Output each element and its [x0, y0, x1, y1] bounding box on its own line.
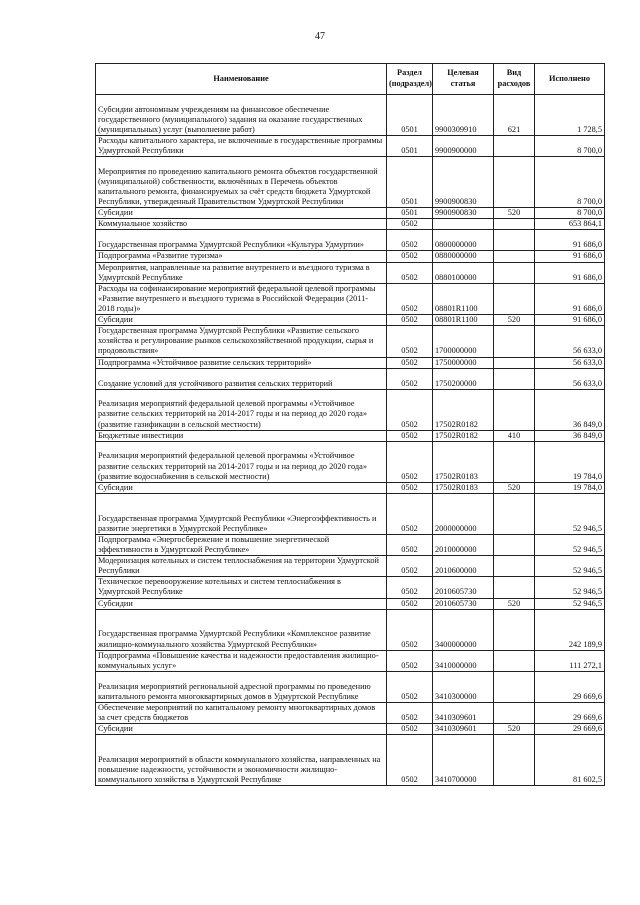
row-name: Реализация мероприятий региональной адресной программы по проведению капитального ремонта многоквартирных домов в Удмуртской Республике — [96, 671, 387, 702]
row-name: Субсидии — [96, 724, 387, 735]
row-kind — [494, 389, 535, 430]
row-kind: 520 — [494, 208, 535, 219]
row-kind — [494, 262, 535, 283]
row-section: 0502 — [387, 724, 433, 735]
row-name: Обеспечение мероприятий по капитальному ремонту многоквартирных домов за счет средств бюджетов — [96, 702, 387, 723]
row-kind — [494, 157, 535, 208]
row-name: Техническое перевооружение котельных и систем теплоснабжения в Удмуртской Республике — [96, 577, 387, 598]
row-section: 0502 — [387, 389, 433, 430]
row-name: Реализация мероприятий в области коммунального хозяйства, направленных на повышение надежности, устойчивости и экономичности жилищно-коммунального хозяйства в Удмуртской Республике — [96, 735, 387, 786]
row-executed: 19 784,0 — [535, 482, 605, 493]
row-section: 0502 — [387, 251, 433, 262]
table-row — [96, 95, 605, 136]
row-name: Реализация мероприятий федеральной целевой программы «Устойчивое развитие сельских территорий на 2014-2017 годы и на период до 2020 года» (развитие газификации в сельской местности) — [96, 389, 387, 430]
row-name: Расходы на софинансирование мероприятий федеральной целевой программы «Развитие внутреннего и въездного туризма в Российской Федерации (2011-2018 годы)» — [96, 283, 387, 314]
table-row — [96, 315, 605, 326]
row-executed: 52 946,5 — [535, 493, 605, 534]
row-section: 0502 — [387, 577, 433, 598]
table-header-row — [96, 64, 605, 95]
row-article: 2000000000 — [433, 493, 494, 534]
page-number: 47 — [315, 31, 325, 42]
table-row — [96, 609, 605, 650]
row-kind: 621 — [494, 95, 535, 136]
row-name: Подпрограмма «Энергосбережение и повышение энергетической эффективности в Удмуртской Республике» — [96, 534, 387, 555]
row-section: 0502 — [387, 219, 433, 230]
row-executed: 242 189,9 — [535, 609, 605, 650]
row-article: 08801R1100 — [433, 315, 494, 326]
table-row — [96, 534, 605, 555]
row-executed: 91 686,0 — [535, 315, 605, 326]
row-name: Субсидии — [96, 598, 387, 609]
row-article: 3410700000 — [433, 735, 494, 786]
row-article: 0880000000 — [433, 251, 494, 262]
row-executed: 36 849,0 — [535, 389, 605, 430]
row-kind — [494, 650, 535, 671]
row-executed: 8 700,0 — [535, 136, 605, 157]
row-article: 17502R0182 — [433, 430, 494, 441]
row-article: 17502R0183 — [433, 441, 494, 482]
row-name: Субсидии автономным учреждениям на финансовое обеспечение государственного (муниципального) задания на оказание государственных (муниципальных) услуг (выполнение работ) — [96, 95, 387, 136]
row-article: 3410309601 — [433, 724, 494, 735]
table-row — [96, 650, 605, 671]
row-section: 0501 — [387, 208, 433, 219]
table-row — [96, 326, 605, 357]
row-section: 0501 — [387, 95, 433, 136]
row-section: 0502 — [387, 556, 433, 577]
table-row — [96, 357, 605, 368]
row-executed: 653 864,1 — [535, 219, 605, 230]
row-section: 0501 — [387, 157, 433, 208]
row-section: 0502 — [387, 441, 433, 482]
row-executed: 19 784,0 — [535, 441, 605, 482]
row-kind — [494, 326, 535, 357]
table-row — [96, 493, 605, 534]
row-section: 0502 — [387, 357, 433, 368]
row-name: Субсидии — [96, 208, 387, 219]
row-article: 9900309910 — [433, 95, 494, 136]
row-executed: 29 669,6 — [535, 724, 605, 735]
row-name: Государственная программа Удмуртской Республики «Энергоэффективность и развитие энергетики в Удмуртской Республике» — [96, 493, 387, 534]
row-kind — [494, 230, 535, 251]
row-section: 0502 — [387, 735, 433, 786]
table-row — [96, 556, 605, 577]
row-section: 0502 — [387, 598, 433, 609]
row-kind: 410 — [494, 430, 535, 441]
row-executed: 91 686,0 — [535, 251, 605, 262]
row-executed: 8 700,0 — [535, 208, 605, 219]
row-name: Государственная программа Удмуртской Республики «Комплексное развитие жилищно-коммунального хозяйства Удмуртской Республики» — [96, 609, 387, 650]
table-row — [96, 482, 605, 493]
row-kind — [494, 283, 535, 314]
table-row — [96, 368, 605, 389]
row-section: 0502 — [387, 650, 433, 671]
row-executed: 29 669,6 — [535, 702, 605, 723]
row-name: Создание условий для устойчивого развития сельских территорий — [96, 368, 387, 389]
row-section: 0502 — [387, 283, 433, 314]
table-row — [96, 735, 605, 786]
row-kind — [494, 556, 535, 577]
table-row — [96, 230, 605, 251]
row-executed: 56 633,0 — [535, 326, 605, 357]
table-row — [96, 598, 605, 609]
row-article: 1750000000 — [433, 357, 494, 368]
row-section: 0502 — [387, 262, 433, 283]
row-kind: 520 — [494, 482, 535, 493]
row-name: Государственная программа Удмуртской Республики «Культура Удмуртии» — [96, 230, 387, 251]
row-article: 1700000000 — [433, 326, 494, 357]
row-executed: 52 946,5 — [535, 598, 605, 609]
row-name: Бюджетные инвестиции — [96, 430, 387, 441]
row-article — [433, 219, 494, 230]
row-article: 3410309601 — [433, 702, 494, 723]
table-row — [96, 671, 605, 702]
row-executed: 91 686,0 — [535, 262, 605, 283]
row-section: 0502 — [387, 430, 433, 441]
header-section: Раздел (подраздел) — [387, 64, 433, 95]
row-kind — [494, 368, 535, 389]
row-article: 0800000000 — [433, 230, 494, 251]
row-name: Расходы капитального характера, не включенные в государственные программы Удмуртской Республики — [96, 136, 387, 157]
row-executed: 91 686,0 — [535, 230, 605, 251]
row-section: 0502 — [387, 230, 433, 251]
row-article: 9900900000 — [433, 136, 494, 157]
row-name: Мероприятия, направленные на развитие внутреннего и въездного туризма в Удмуртской Республике — [96, 262, 387, 283]
row-executed: 1 728,5 — [535, 95, 605, 136]
row-kind — [494, 735, 535, 786]
row-section: 0502 — [387, 368, 433, 389]
row-article: 9900900830 — [433, 157, 494, 208]
row-section: 0502 — [387, 671, 433, 702]
header-executed: Исполнено — [535, 64, 605, 95]
row-section: 0502 — [387, 493, 433, 534]
row-name: Подпрограмма «Повышение качества и надежности предоставления жилищно-коммунальных услуг» — [96, 650, 387, 671]
row-kind — [494, 534, 535, 555]
row-executed: 36 849,0 — [535, 430, 605, 441]
header-article: Целевая статья — [433, 64, 494, 95]
row-kind: 520 — [494, 315, 535, 326]
row-executed: 56 633,0 — [535, 357, 605, 368]
row-name: Субсидии — [96, 315, 387, 326]
table-row — [96, 136, 605, 157]
row-name: Подпрограмма «Устойчивое развитие сельских территорий» — [96, 357, 387, 368]
row-kind — [494, 136, 535, 157]
table-row — [96, 283, 605, 314]
row-name: Мероприятия по проведению капитального ремонта объектов государственной (муниципальной) собственности, включённых в Перечень объектов капитального ремонта, финансируемых за счёт средств бюджета Удмуртской Республики, утвержденный Правительством Удмуртской Республики — [96, 157, 387, 208]
row-article: 2010600000 — [433, 556, 494, 577]
row-article: 17502R0182 — [433, 389, 494, 430]
table-row — [96, 389, 605, 430]
row-executed: 52 946,5 — [535, 556, 605, 577]
budget-table — [95, 63, 605, 786]
row-kind — [494, 219, 535, 230]
row-section: 0502 — [387, 609, 433, 650]
header-kind: Вид расходов — [494, 64, 535, 95]
row-name: Подпрограмма «Развитие туризма» — [96, 251, 387, 262]
row-article: 9900900830 — [433, 208, 494, 219]
row-section: 0502 — [387, 326, 433, 357]
row-kind: 520 — [494, 598, 535, 609]
row-executed: 91 686,0 — [535, 283, 605, 314]
row-kind — [494, 357, 535, 368]
row-article: 3410300000 — [433, 671, 494, 702]
row-article: 3400000000 — [433, 609, 494, 650]
row-name: Модернизация котельных и систем теплоснабжения на территории Удмуртской Республики — [96, 556, 387, 577]
table-row — [96, 724, 605, 735]
row-kind — [494, 609, 535, 650]
row-executed: 29 669,6 — [535, 671, 605, 702]
table-row — [96, 157, 605, 208]
table-row — [96, 219, 605, 230]
row-section: 0501 — [387, 136, 433, 157]
row-article: 08801R1100 — [433, 283, 494, 314]
row-kind — [494, 441, 535, 482]
table-row — [96, 702, 605, 723]
header-name: Наименование — [96, 64, 387, 95]
row-article: 17502R0183 — [433, 482, 494, 493]
row-name: Реализация мероприятий федеральной целевой программы «Устойчивое развитие сельских территорий на 2014-2017 годы и на период до 2020 года» (развитие водоснабжения в сельской местности) — [96, 441, 387, 482]
row-executed: 111 272,1 — [535, 650, 605, 671]
row-name: Коммунальное хозяйство — [96, 219, 387, 230]
row-article: 2010000000 — [433, 534, 494, 555]
table-row — [96, 251, 605, 262]
row-kind: 520 — [494, 724, 535, 735]
table-row — [96, 262, 605, 283]
row-kind — [494, 702, 535, 723]
row-article: 1750200000 — [433, 368, 494, 389]
table-row — [96, 577, 605, 598]
row-executed: 52 946,5 — [535, 577, 605, 598]
row-section: 0502 — [387, 534, 433, 555]
row-name: Субсидии — [96, 482, 387, 493]
row-kind — [494, 251, 535, 262]
table-row — [96, 430, 605, 441]
row-section: 0502 — [387, 315, 433, 326]
table-row — [96, 441, 605, 482]
row-executed: 8 700,0 — [535, 157, 605, 208]
row-kind — [494, 577, 535, 598]
row-section: 0502 — [387, 482, 433, 493]
table-row — [96, 208, 605, 219]
row-article: 3410000000 — [433, 650, 494, 671]
row-article: 2010605730 — [433, 598, 494, 609]
row-executed: 81 602,5 — [535, 735, 605, 786]
row-kind — [494, 671, 535, 702]
row-article: 2010605730 — [433, 577, 494, 598]
row-name: Государственная программа Удмуртской Республики «Развитие сельского хозяйства и регулирование рынков сельскохозяйственной продукции, сырья и продовольствия» — [96, 326, 387, 357]
row-executed: 52 946,5 — [535, 534, 605, 555]
row-kind — [494, 493, 535, 534]
row-section: 0502 — [387, 702, 433, 723]
row-executed: 56 633,0 — [535, 368, 605, 389]
row-article: 0880100000 — [433, 262, 494, 283]
